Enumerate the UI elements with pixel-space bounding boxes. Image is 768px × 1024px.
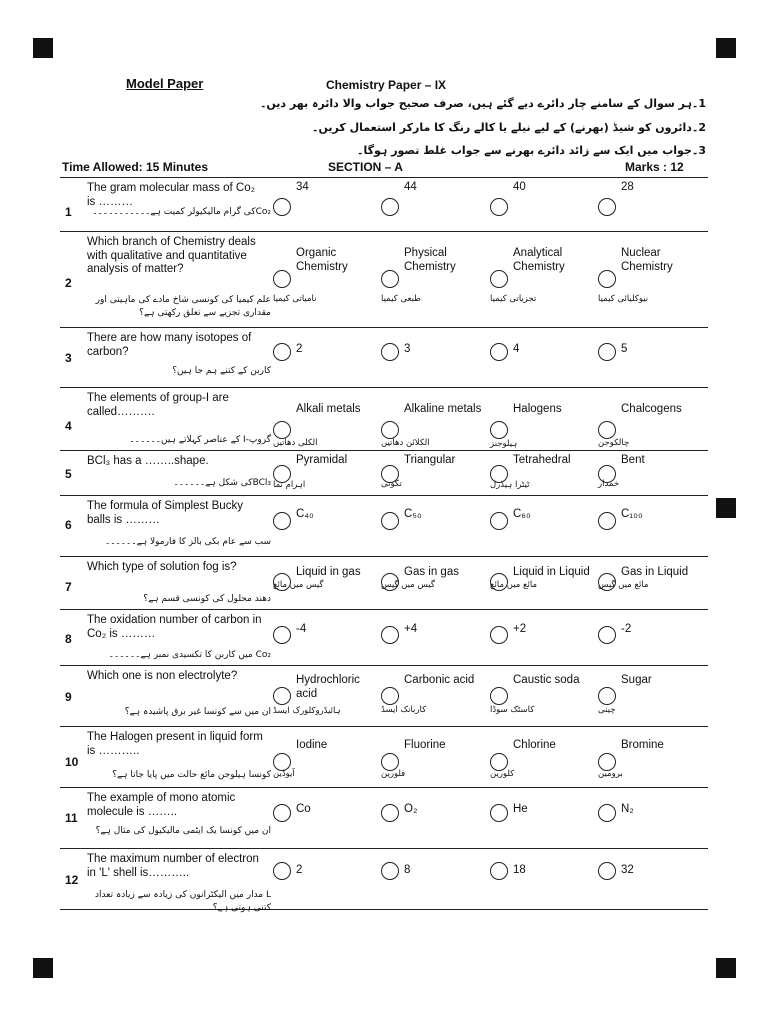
- option-label-ur: کلورین: [490, 769, 515, 779]
- option-label: 40: [513, 181, 526, 193]
- option-label: Co: [296, 803, 311, 815]
- answer-bubble[interactable]: [598, 343, 616, 361]
- marks: Marks : 12: [625, 160, 684, 174]
- question-number: 3: [65, 351, 72, 365]
- option-label: Bent: [621, 454, 645, 466]
- option-label: Gas in gas: [404, 566, 459, 578]
- option-label: 8: [404, 864, 411, 876]
- question-row: [60, 388, 708, 451]
- question-row: [60, 451, 708, 496]
- question-text-en: There are how many isotopes of carbon?: [87, 332, 252, 358]
- answer-bubble[interactable]: [598, 804, 616, 822]
- option-label-ur: فلورین: [381, 769, 406, 779]
- question-text-ur: گروپ-I کے عناصر کہلاتے ہیں۔۔۔۔۔۔: [129, 435, 271, 445]
- answer-bubble[interactable]: [598, 626, 616, 644]
- answer-bubble[interactable]: [490, 270, 508, 288]
- option-label-ur: گیس میں مائع: [273, 580, 324, 590]
- option-label-ur: گیس میں گیس: [381, 580, 435, 590]
- answer-bubble[interactable]: [381, 804, 399, 822]
- answer-bubble[interactable]: [381, 687, 399, 705]
- option-label-ur: الکلائن دھاتیں: [381, 438, 430, 448]
- section-title: SECTION – A: [328, 160, 403, 174]
- answer-bubble[interactable]: [598, 421, 616, 439]
- option-label-ur: کاربانک ایسڈ: [381, 705, 427, 715]
- option-label-ur: تجزیاتی کیمیا: [490, 294, 537, 304]
- questions-table: [60, 177, 708, 913]
- option-label: 2: [296, 343, 303, 355]
- instruction-1: 1۔ہر سوال کے سامنے چار دائرے دیے گئے ہیں، صرف صحیح جواب والا دائرہ بھر دیں۔: [259, 97, 706, 110]
- option-label: Halogens: [513, 403, 562, 415]
- registration-mark-bottom-right: [716, 958, 736, 978]
- question-text-ur: سب سے عام بکی بالز کا فارمولا ہے۔۔۔۔۔۔: [104, 537, 271, 547]
- question-text-en: The elements of group-I are called……….: [87, 392, 229, 418]
- option-label: 44: [404, 181, 417, 193]
- answer-bubble[interactable]: [381, 626, 399, 644]
- paper-title: Chemistry Paper – IX: [326, 78, 447, 92]
- question-text-en: The oxidation number of carbon in Co₂ is ………: [87, 614, 262, 640]
- option-label: Physical Chemistry: [404, 247, 456, 273]
- answer-bubble[interactable]: [598, 512, 616, 530]
- answer-bubble[interactable]: [273, 270, 291, 288]
- answer-bubble[interactable]: [490, 626, 508, 644]
- option-label: Pyramidal: [296, 454, 348, 466]
- option-label: Alkaline metals: [404, 403, 482, 415]
- question-row: [60, 178, 708, 232]
- answer-bubble[interactable]: [381, 512, 399, 530]
- answer-bubble[interactable]: [273, 862, 291, 880]
- question-number: 2: [65, 276, 72, 290]
- question-text-ur: دھند محلول کی کونسی قسم ہے؟: [143, 594, 271, 604]
- question-row: [60, 788, 708, 849]
- option-label: 2: [296, 864, 303, 876]
- option-label-ur: مائع میں گیس: [598, 580, 649, 590]
- question-text-en: The Halogen present in liquid form is ………..: [87, 731, 263, 757]
- option-label: Alkali metals: [296, 403, 361, 415]
- option-label: N₂: [621, 803, 634, 815]
- registration-mark-top-right: [716, 38, 736, 58]
- option-label-ur: تکونی: [381, 479, 402, 489]
- option-label: 28: [621, 181, 634, 193]
- answer-bubble[interactable]: [273, 626, 291, 644]
- option-label: -2: [621, 623, 632, 635]
- option-label: Tetrahedral: [513, 454, 571, 466]
- option-label-ur: ہائیڈروکلورک ایسڈ: [273, 706, 341, 716]
- question-text-en: The gram molecular mass of Co₂ is ………: [87, 182, 256, 208]
- option-label: 4: [513, 343, 520, 355]
- option-label-ur: خمدار: [598, 479, 620, 489]
- answer-bubble[interactable]: [381, 270, 399, 288]
- question-number: 8: [65, 632, 72, 646]
- option-label-ur: چالکوجن: [598, 438, 630, 448]
- question-text-ur: Co₂کی گرام مالیکیولر کمیت ہے۔۔۔۔۔۔۔۔۔۔۔: [92, 207, 271, 217]
- option-label: 5: [621, 343, 628, 355]
- question-text-en: BCl₃ has a ……..shape.: [87, 455, 209, 467]
- option-label-ur: اہرام نما: [273, 480, 306, 490]
- question-row: [60, 496, 708, 557]
- option-label: 34: [296, 181, 309, 193]
- option-label: Chalcogens: [621, 403, 682, 415]
- option-label: C₄₀: [296, 508, 314, 520]
- question-text-en: The maximum number of electron in 'L' shell is………..: [87, 853, 259, 879]
- question-number: 5: [65, 467, 72, 481]
- option-label: 18: [513, 864, 526, 876]
- answer-bubble[interactable]: [490, 804, 508, 822]
- question-text-ur: ان میں کونسا یک ایٹمی مالیکیول کی مثال ہے؟: [95, 826, 271, 836]
- answer-bubble[interactable]: [381, 862, 399, 880]
- question-number: 1: [65, 205, 72, 219]
- question-row: [60, 727, 708, 788]
- instruction-3: 3۔جواب میں ایک سے زائد دائرے بھرنے سے جواب غلط تصور ہوگا۔: [357, 144, 706, 157]
- registration-mark-middle-right: [716, 498, 736, 518]
- option-label-ur: برومین: [598, 769, 623, 779]
- question-text-en: The example of mono atomic molecule is ……..: [87, 792, 236, 818]
- option-label: Gas in Liquid: [621, 566, 689, 578]
- question-text-ur: کاربن کے کتنے ہم جا ہیں؟: [172, 366, 271, 376]
- answer-bubble[interactable]: [273, 687, 291, 705]
- question-text-ur: کونسا ہیلوجن مائع حالت میں پایا جاتا ہے؟: [112, 770, 271, 780]
- question-number: 9: [65, 690, 72, 704]
- option-label: Liquid in Liquid: [513, 566, 590, 578]
- question-number: 11: [65, 811, 78, 825]
- question-text-ur: BCl₃کی شکل ہے۔۔۔۔۔۔: [173, 478, 271, 488]
- answer-bubble[interactable]: [490, 862, 508, 880]
- question-text-en: Which branch of Chemistry deals with qualitative and quantitative analysis of matter?: [87, 236, 256, 275]
- answer-bubble[interactable]: [273, 421, 291, 439]
- option-label-ur: نامیاتی کیمیا: [273, 294, 317, 304]
- option-label: Triangular: [404, 454, 456, 466]
- model-paper-title: Model Paper: [126, 76, 204, 91]
- question-text-en: Which one is non electrolyte?: [87, 670, 238, 682]
- answer-bubble[interactable]: [490, 198, 508, 216]
- answer-bubble[interactable]: [598, 198, 616, 216]
- option-label-ur: کاسٹک سوڈا: [490, 705, 535, 715]
- question-number: 7: [65, 580, 72, 594]
- option-label-ur: مائع میں مائع: [490, 580, 538, 590]
- answer-bubble[interactable]: [381, 198, 399, 216]
- question-text-ur: ان میں سے کونسا غیر برق پاشیدہ ہے؟: [124, 707, 271, 717]
- registration-mark-top-left: [33, 38, 53, 58]
- option-label-ur: نیوکلیائی کیمیا: [598, 294, 649, 304]
- question-text-ur: علم کیمیا کی کونسی شاخ مادے کی ماہیتی اور مقداری تجزیے سے تعلق رکھتی ہے؟: [95, 295, 271, 318]
- question-number: 6: [65, 518, 72, 532]
- question-number: 4: [65, 419, 72, 433]
- option-label: -4: [296, 623, 307, 635]
- option-label-ur: چینی: [598, 705, 616, 715]
- option-label-ur: آیوڈین: [273, 769, 295, 779]
- answer-bubble[interactable]: [598, 862, 616, 880]
- answer-bubble[interactable]: [598, 270, 616, 288]
- option-label: +4: [404, 623, 418, 635]
- option-label: Nuclear Chemistry: [621, 247, 673, 273]
- option-label-ur: الکلی دھاتیں: [273, 438, 318, 448]
- answer-bubble[interactable]: [490, 687, 508, 705]
- option-label: C₆₀: [513, 508, 531, 520]
- option-label: O₂: [404, 803, 418, 815]
- question-row: [60, 849, 708, 913]
- answer-bubble[interactable]: [273, 343, 291, 361]
- time-allowed: Time Allowed: 15 Minutes: [62, 160, 209, 174]
- answer-bubble[interactable]: [598, 687, 616, 705]
- question-number: 12: [65, 873, 79, 887]
- answer-bubble[interactable]: [381, 343, 399, 361]
- option-label: Iodine: [296, 739, 328, 751]
- question-row: [60, 232, 708, 328]
- option-label: Carbonic acid: [404, 674, 475, 686]
- option-label: Sugar: [621, 674, 652, 686]
- answer-bubble[interactable]: [273, 198, 291, 216]
- question-text-ur: Co₂ میں کاربن کا تکسیدی نمبر ہے۔۔۔۔۔۔: [108, 650, 271, 660]
- answer-bubble[interactable]: [273, 804, 291, 822]
- question-text-ur: L مدار میں الیکٹرانوں کی زیادہ سے زیادہ تعداد کتنی ہوتی ہے؟: [95, 890, 271, 913]
- option-label: Fluorine: [404, 739, 446, 751]
- option-label: Chlorine: [513, 739, 556, 751]
- question-row: [60, 610, 708, 666]
- question-row: [60, 328, 708, 388]
- option-label-ur: ٹیٹرا ہیڈرل: [490, 480, 530, 490]
- option-label: +2: [513, 623, 527, 635]
- option-label: Liquid in gas: [296, 566, 361, 578]
- option-label: 3: [404, 343, 411, 355]
- question-row: [60, 666, 708, 727]
- option-label: Analytical Chemistry: [513, 247, 565, 273]
- option-label: Bromine: [621, 739, 664, 751]
- option-label-ur: ہیلوجنز: [490, 439, 518, 449]
- instruction-2: 2۔دائروں کو شیڈ (بھرنے) کے لیے نیلے یا کالے رنگ کا مارکر استعمال کریں۔: [312, 121, 706, 134]
- option-label-ur: طبعی کیمیا: [381, 294, 421, 304]
- option-label: Organic Chemistry: [296, 247, 348, 273]
- answer-bubble[interactable]: [381, 421, 399, 439]
- question-text-en: Which type of solution fog is?: [87, 561, 237, 573]
- option-label: He: [513, 803, 528, 815]
- option-label: Hydrochloric acid: [296, 674, 360, 700]
- option-label: Caustic soda: [513, 674, 580, 686]
- option-label: C₁₀₀: [621, 508, 643, 520]
- answer-bubble[interactable]: [490, 512, 508, 530]
- registration-mark-bottom-left: [33, 958, 53, 978]
- option-label: 32: [621, 864, 634, 876]
- option-label: C₅₀: [404, 508, 422, 520]
- answer-bubble[interactable]: [273, 512, 291, 530]
- answer-bubble[interactable]: [490, 421, 508, 439]
- question-text-en: The formula of Simplest Bucky balls is ………: [87, 500, 243, 526]
- question-number: 10: [65, 755, 79, 769]
- answer-bubble[interactable]: [490, 343, 508, 361]
- question-row: [60, 557, 708, 610]
